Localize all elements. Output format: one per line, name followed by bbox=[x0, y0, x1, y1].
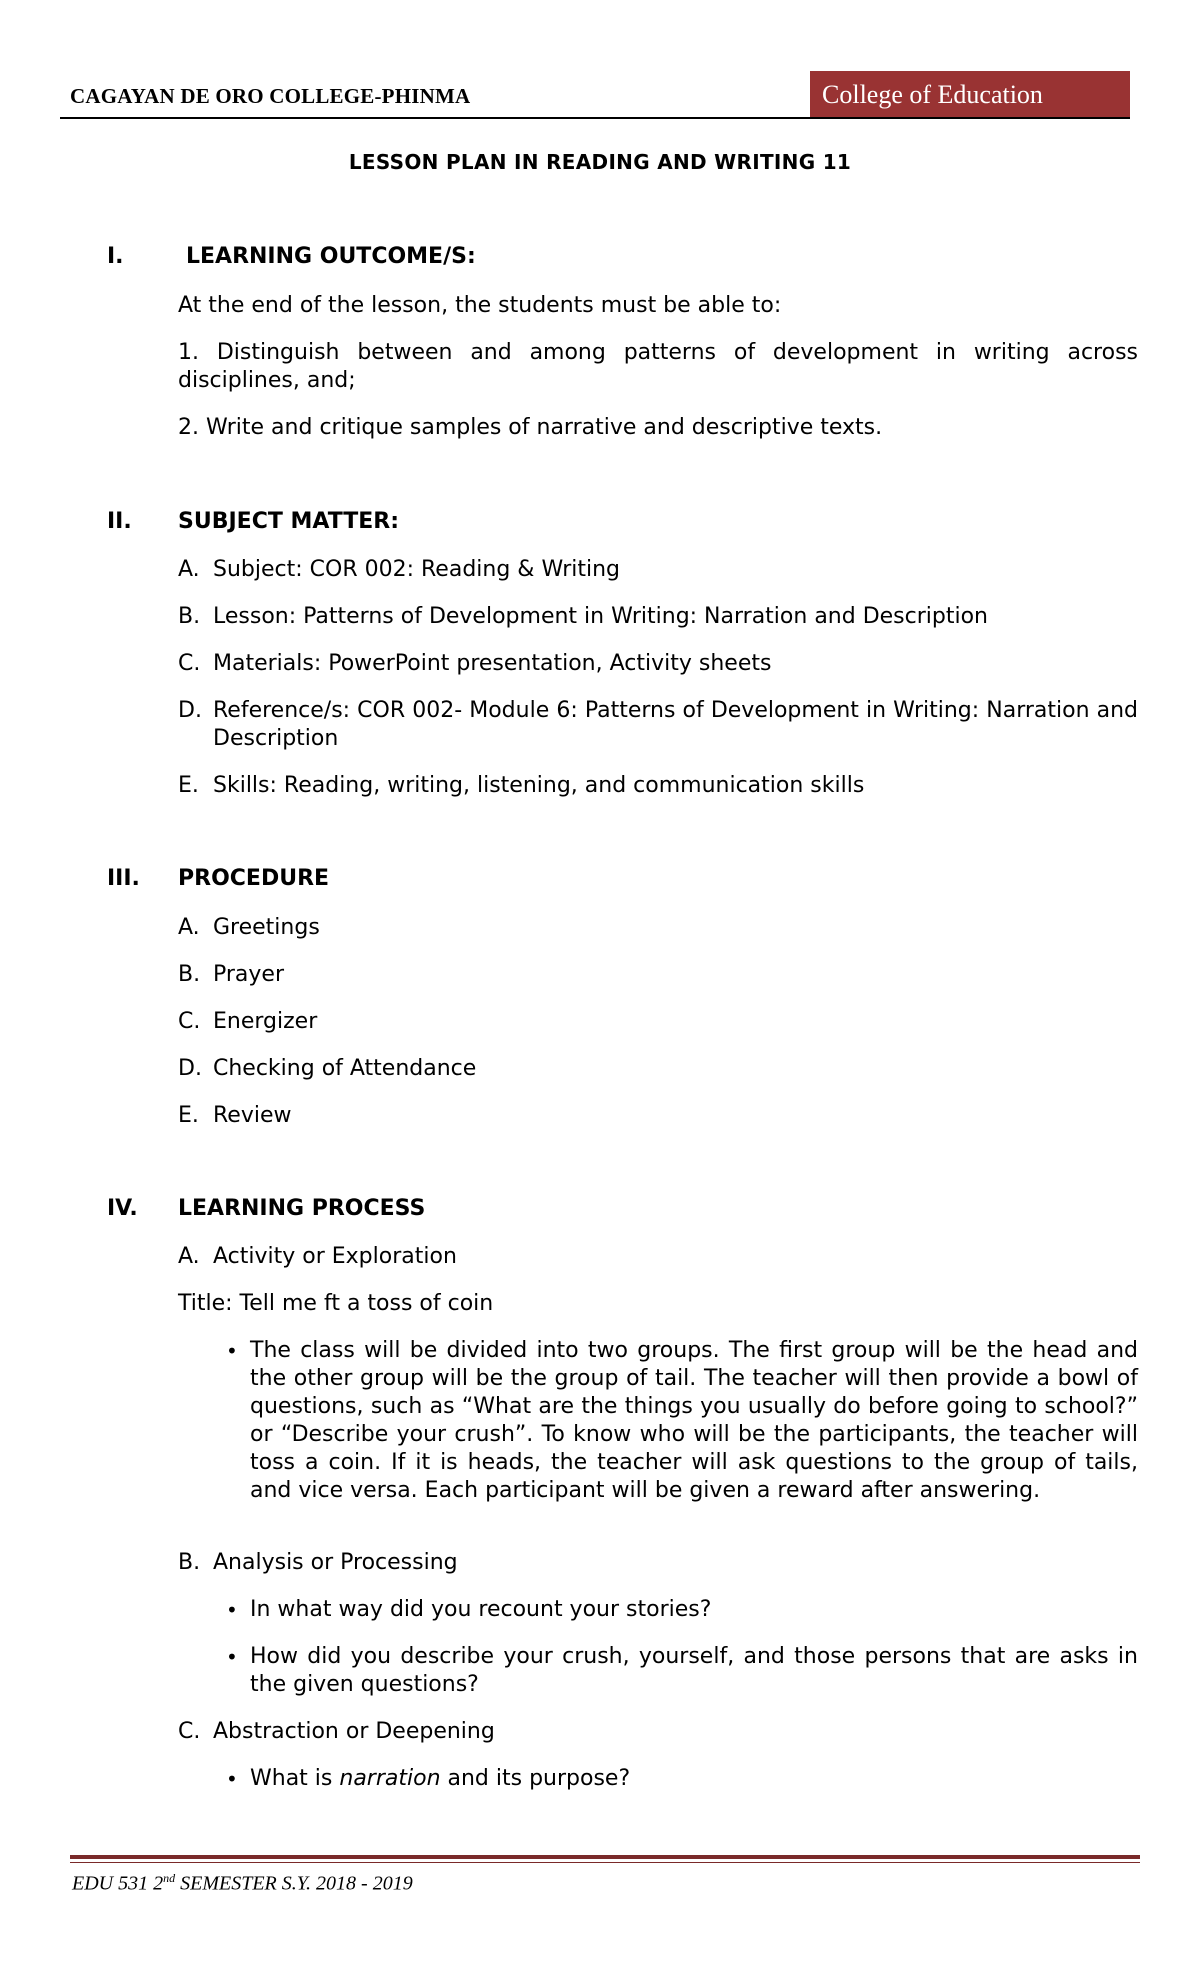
list-item-label: B. bbox=[178, 1550, 201, 1575]
outcome-item: 2. Write and critique samples of narrative and descriptive texts. bbox=[178, 415, 883, 440]
list-item-text: Materials: PowerPoint presentation, Activity sheets bbox=[213, 651, 772, 676]
bullet-item bbox=[226, 1643, 1138, 1699]
list-item-label: C. bbox=[178, 651, 201, 676]
section-number: I. bbox=[107, 244, 124, 269]
header-rule bbox=[60, 117, 1130, 119]
section-number: II. bbox=[107, 509, 132, 534]
list-item-label: D. bbox=[178, 1056, 202, 1081]
list-item-text: Review bbox=[213, 1103, 292, 1128]
bullet-item bbox=[226, 1337, 1138, 1505]
section-number: III. bbox=[107, 866, 140, 891]
bullet-text-part: What is bbox=[250, 1766, 340, 1791]
bullet-icon: • bbox=[226, 1767, 238, 1791]
list-item-label: A. bbox=[178, 557, 200, 582]
list-item-text: Abstraction or Deepening bbox=[213, 1719, 495, 1744]
list-item-text: Checking of Attendance bbox=[213, 1056, 477, 1081]
list-item-text: Reference/s: COR 002- Module 6: Patterns of Development in Writing: Narration and Description bbox=[213, 698, 1138, 751]
list-item-text: Skills: Reading, writing, listening, and communication skills bbox=[213, 773, 865, 798]
list-item-label: B. bbox=[178, 962, 201, 987]
bullet-text-part: and its purpose? bbox=[440, 1766, 631, 1791]
footer-ordinal: nd bbox=[163, 1871, 176, 1885]
outcomes-intro: At the end of the lesson, the students must be able to: bbox=[178, 293, 782, 318]
bullet-icon: • bbox=[226, 1598, 238, 1622]
footer-rule-thin bbox=[70, 1862, 1140, 1863]
list-item-text: Analysis or Processing bbox=[213, 1550, 458, 1575]
list-item-text: Lesson: Patterns of Development in Writing: Narration and Description bbox=[213, 604, 988, 629]
section-heading: LEARNING OUTCOME/S: bbox=[186, 244, 476, 269]
header-badge: College of Education bbox=[810, 71, 1130, 118]
bullet-text: In what way did you recount your stories? bbox=[250, 1597, 712, 1622]
outcome-item: 1. Distinguish between and among patterns of development in writing across disciplines, and; bbox=[178, 340, 1138, 393]
list-item-text: Greetings bbox=[213, 915, 320, 940]
list-item-label: A. bbox=[178, 1244, 200, 1269]
list-item-label: A. bbox=[178, 915, 200, 940]
footer-semester: SEMESTER S.Y. 2018 - 2019 bbox=[175, 1872, 413, 1895]
bullet-item bbox=[226, 1596, 1138, 1624]
list-item-text: Subject: COR 002: Reading & Writing bbox=[213, 557, 621, 582]
emphasized-term: narration bbox=[339, 1766, 441, 1791]
header-school-name: CAGAYAN DE ORO COLLEGE-PHINMA bbox=[70, 84, 471, 108]
bullet-item bbox=[226, 1765, 1138, 1793]
bullet-icon: • bbox=[226, 1339, 238, 1363]
footer-text bbox=[72, 1871, 413, 1896]
list-item-label: E. bbox=[178, 773, 199, 798]
footer-course: EDU 531 2 bbox=[72, 1872, 164, 1895]
list-item-label: E. bbox=[178, 1103, 199, 1128]
bullet-text bbox=[250, 1765, 1138, 1793]
list-item-label: C. bbox=[178, 1719, 201, 1744]
section-heading: LEARNING PROCESS bbox=[178, 1196, 426, 1221]
bullet-icon: • bbox=[226, 1645, 238, 1669]
document-title: LESSON PLAN IN READING AND WRITING 11 bbox=[348, 150, 852, 174]
list-item-label: B. bbox=[178, 604, 201, 629]
activity-title: Title: Tell me ft a toss of coin bbox=[178, 1291, 494, 1316]
section-heading: PROCEDURE bbox=[178, 866, 330, 891]
footer-rule-thick bbox=[70, 1855, 1140, 1859]
list-item-text: Energizer bbox=[213, 1009, 318, 1034]
bullet-text: The class will be divided into two groups. The first group will be the head and the other group will be the group of tail. The teacher will then provide a bowl of questions, such as “What are the things you usually do before going to school?” or “Describe your crush”. To know who will be the participants, the teacher will toss a coin. If it is heads, the teacher will ask questions to the group of tails, and vice versa. Each participant will be given a reward after answering. bbox=[250, 1338, 1138, 1503]
list-item-text: Prayer bbox=[213, 962, 285, 987]
bullet-text: How did you describe your crush, yourself, and those persons that are asks in the given questions? bbox=[250, 1644, 1138, 1697]
list-item-label: C. bbox=[178, 1009, 201, 1034]
list-item-label: D. bbox=[178, 698, 202, 723]
section-heading: SUBJECT MATTER: bbox=[178, 509, 399, 534]
list-item-text: Activity or Exploration bbox=[213, 1244, 457, 1269]
section-number: IV. bbox=[107, 1196, 138, 1221]
